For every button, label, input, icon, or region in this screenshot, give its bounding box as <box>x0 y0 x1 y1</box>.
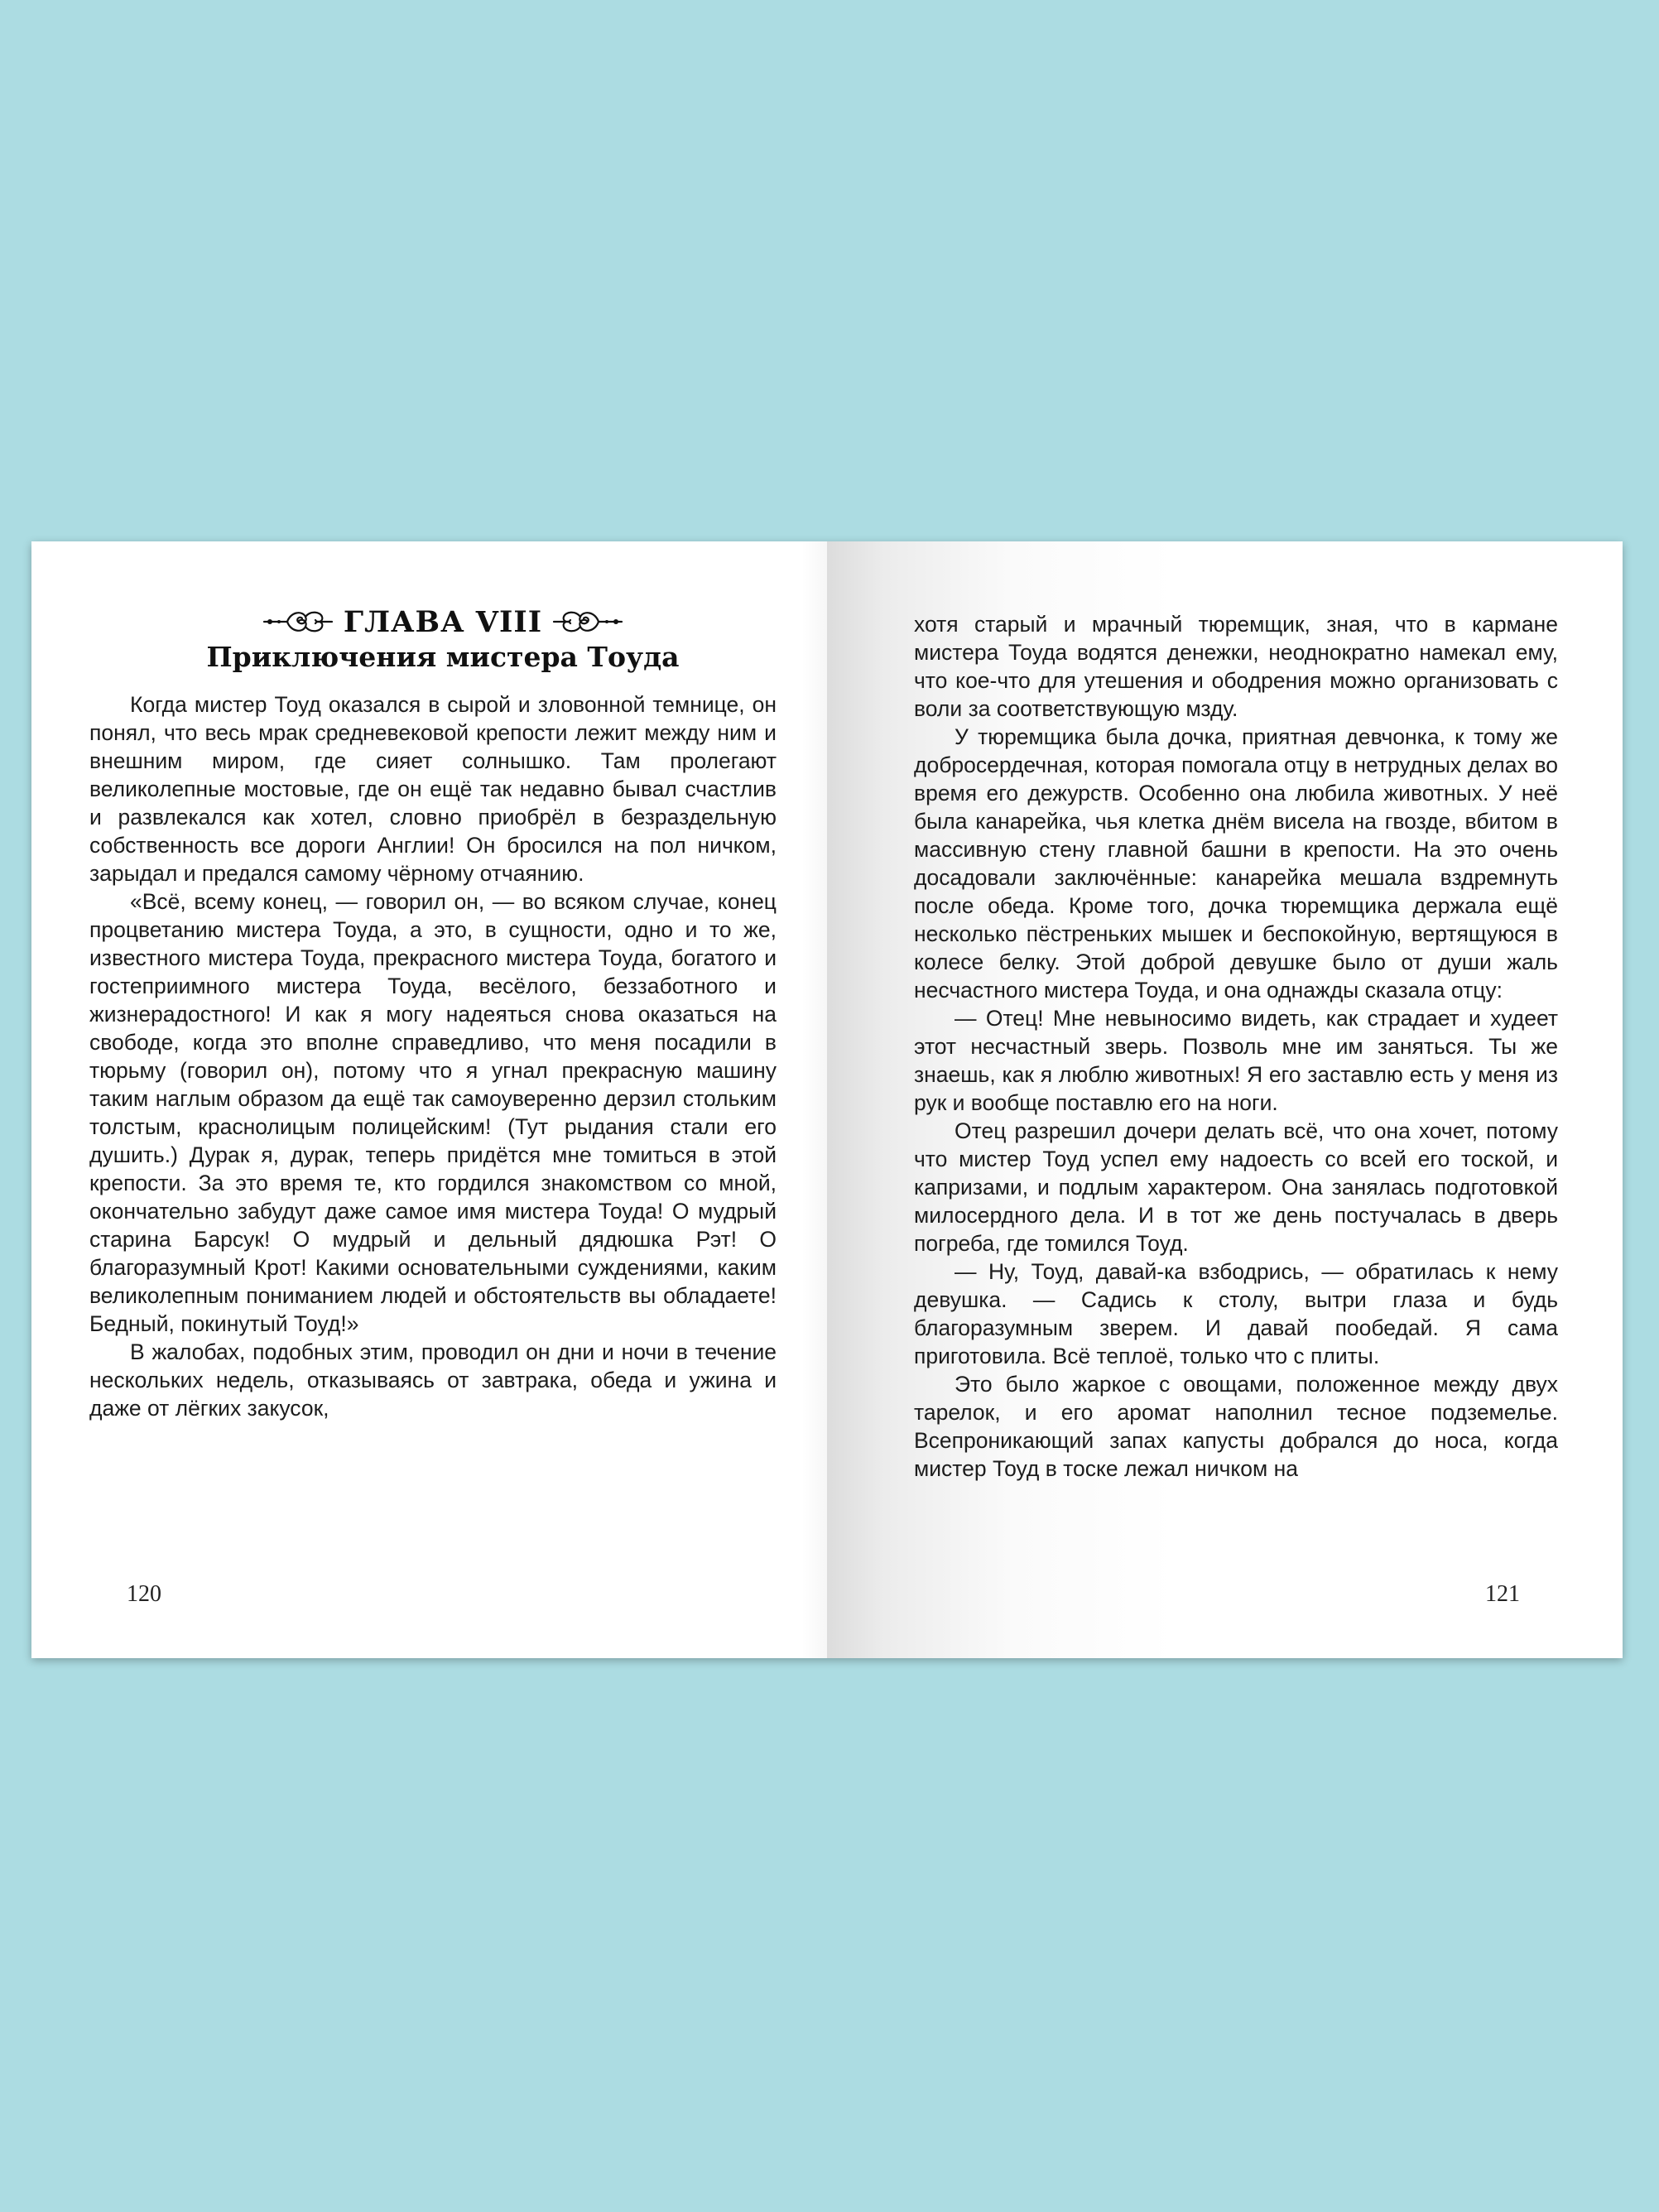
right-page <box>827 541 1623 1658</box>
paragraph: Отец разрешил дочери делать всё, что она хочет, потому что мистер Тоуд успел ему надоесть со всей его тоской, и капризами, и подлым характером. Она занялась подготовкой милосердного дела. И в тот же день постучалась в дверь погреба, где томился Тоуд. <box>914 1118 1558 1256</box>
paragraph: Когда мистер Тоуд оказался в сырой и зловонной темнице, он понял, что весь мрак средневековой крепости лежит между ним и внешним миром, где сияет солнышко. Там пролегают великолепные мостовые, где он ещё так недавно бывал счастлив и развлекался как хотел, словно приобрёл в безраздельную собственность все дороги Англии! Он бросился на пол ничком, зарыдал и предался самому чёрному отчаянию. <box>89 692 777 886</box>
paragraph: У тюремщика была дочка, приятная девчонка, к тому же добросердечная, которая помогала отцу в нетрудных делах во время его дежурств. Особенно она любила животных. У неё была канарейка, чья клетка днём висела на гвозде, вбитом в массивную стену главной башни в крепости. На это очень досадовали заключённые: канарейка мешала вздремнуть после обеда. Кроме того, дочка тюремщика держала ещё несколько пёстреньких мышек и беспокойную, вертящуюся в колесе белку. Этой доброй девушке было от души жаль несчастного мистера Тоуда, и она однажды сказала отцу: <box>914 724 1558 1003</box>
left-page-text <box>89 690 777 1422</box>
right-page-text <box>914 610 1558 1483</box>
book-spread <box>31 541 1623 1658</box>
flourish-ornament-right-icon <box>552 607 623 637</box>
paragraph: В жалобах, подобных этим, проводил он дни и ночи в течение нескольких недель, отказываясь от завтрака, обеда и ужина и даже от лёгких закусок, <box>89 1339 777 1421</box>
chapter-heading <box>108 603 778 640</box>
paragraph: — Ну, Тоуд, давай-ка взбодрись, — обратилась к нему девушка. — Садись к столу, вытри глаза и будь благоразумным зверем. И давай пообедай. Я сама приготовила. Всё теплоё, только что с плиты. <box>914 1259 1558 1368</box>
left-page <box>31 541 827 1658</box>
paragraph: «Всё, всему конец, — говорил он, — во всяком случае, конец процветанию мистера Тоуда, а это, в сущности, одно и то же, известного мистера Тоуда, прекрасного мистера Тоуда, богатого и гостеприимного мистера Тоуда, весёлого, беззаботного и жизнерадостного! И как я могу надеяться снова оказаться на свободе, когда это вполне справедливо, что меня посадили в тюрьму (говорил он), потому что я угнал прекрасную машину таким наглым образом да ещё так самоуверенно дерзил стольким толстым, краснолицым полицейским! (Тут рыдания стали его душить.) Дурак я, дурак, теперь придётся мне томиться в этой крепости. За это время те, кто гордился знакомством со мной, окончательно забудут даже самое имя мистера Тоуда! О мудрый старина Барсук! О мудрый и дельный дядюшка Рэт! О благоразумный Крот! Какими основательными суждениями, каким великолепным пониманием людей и обстоятельств вы обладаете! Бедный, покинутый Тоуд!» <box>89 889 777 1336</box>
paragraph: — Отец! Мне невыносимо видеть, как страдает и худеет этот несчастный зверь. Позволь мне им заняться. Ты же знаешь, как я люблю животных! Я его заставлю есть у меня из рук и вообще поставлю его на ноги. <box>914 1006 1558 1115</box>
paragraph: Это было жаркое с овощами, положенное между двух тарелок, и его аромат наполнил тесное подземелье. Всепроникающий запах капусты добрался до носа, когда мистер Тоуд в тоске лежал ничком на <box>914 1372 1558 1481</box>
flourish-ornament-left-icon <box>262 607 334 637</box>
gutter-shadow <box>801 541 827 1658</box>
chapter-title: Приключения мистера Тоуда <box>206 641 680 673</box>
chapter-label: ГЛАВА VIII <box>343 604 543 639</box>
paragraph: хотя старый и мрачный тюремщик, зная, что в кармане мистера Тоуда водятся денежки, неоднократно намекал ему, что кое-что для утешения и ободрения можно организовать с воли за соответствующую мзду. <box>914 612 1558 721</box>
page-number-right: 121 <box>1485 1581 1520 1607</box>
page-number-left: 120 <box>127 1581 161 1607</box>
